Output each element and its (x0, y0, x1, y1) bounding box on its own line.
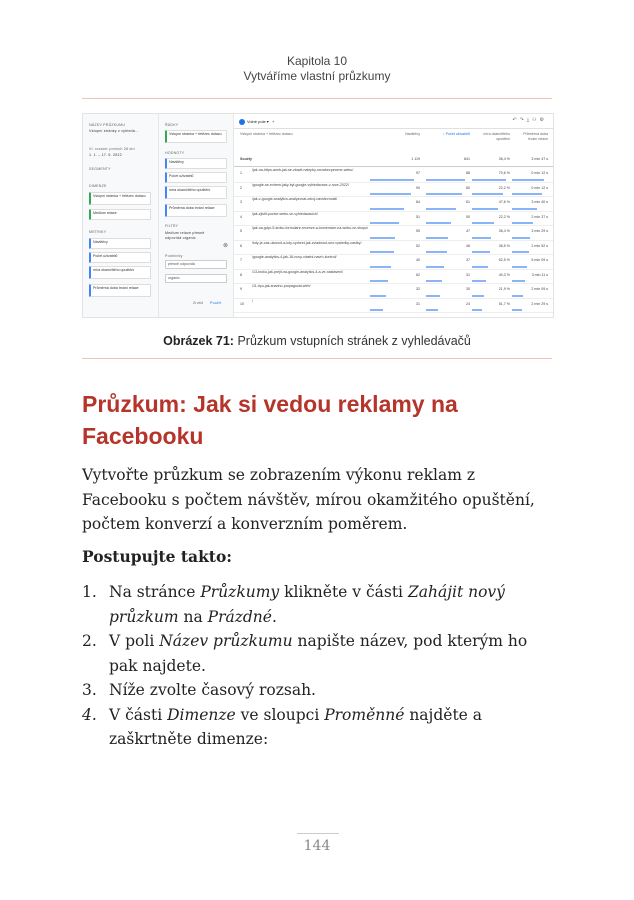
step-emphasis: Dimenze (167, 705, 236, 724)
row-duration: 3 min 29 s (531, 229, 548, 233)
row-duration: 2 min 09 s (531, 287, 548, 291)
segments-label: SEGMENTY (89, 167, 111, 171)
heatmap-bar (426, 309, 438, 311)
totals-bounce: 36,4 % (498, 157, 510, 161)
row-duration: 0 min 12 s (531, 185, 548, 190)
heatmap-bar (370, 295, 386, 297)
row-page: /jak-v-google-analytics-analyzovat-zdroj-navstevnosti/ (252, 197, 338, 201)
row-visits: 62 (416, 272, 420, 277)
row-bounce: 47,6 % (498, 200, 510, 204)
heatmap-bar (370, 179, 414, 181)
step-text: klikněte v části (279, 583, 408, 601)
heatmap-bar (512, 309, 522, 311)
row-users: 88 (466, 171, 470, 175)
step-text: V části (109, 705, 168, 724)
step-text: Níže zvolte časový rozsah. (109, 681, 316, 699)
totals-users: 841 (464, 157, 470, 161)
tab-freeform[interactable]: Volné pole ▾ + (239, 117, 274, 126)
heatmap-bar (426, 251, 447, 253)
row-visits: 97 (416, 171, 420, 175)
row-users: 50 (466, 214, 470, 219)
heatmap-bar (472, 295, 484, 297)
row-visits: 90 (416, 185, 420, 190)
step-text: . (271, 607, 277, 626)
row-page: /jak-na-https-aneb-jak-se-zbavit-nalepky-nezabezpecene-webu/ (252, 168, 354, 172)
heatmap-bar (370, 208, 404, 210)
row-bounce: 22,2 % (498, 185, 510, 190)
row-users: 61 (466, 200, 470, 204)
heatmap-bar (472, 280, 486, 282)
table-row[interactable] (234, 298, 553, 314)
row-duration: 5 min 09 s (531, 258, 548, 262)
value-chip[interactable]: Počet uživatelů (165, 172, 227, 183)
row-duration: 3 min 11 s (531, 272, 548, 277)
row-visits: 32 (416, 287, 420, 291)
step-text: ve sloupci (235, 705, 325, 724)
row-bounce: 36,4 % (498, 229, 510, 233)
row-bounce: 38,5 % (498, 243, 510, 248)
row-page: /google-se-extrem-jaky-byl-google-vyhledavace-v-roce-2022/ (252, 182, 349, 187)
condition-label: Podmínky (165, 254, 183, 258)
step-text: V poli (109, 632, 160, 650)
heatmap-bar (512, 237, 530, 239)
table-row[interactable] (234, 225, 553, 241)
row-bounce: 70,6 % (498, 171, 510, 175)
row-page: /google-analytics-4-jak-18-novy-vlastni-navrh-kontrol/ (252, 255, 337, 259)
filter-title: Medium relace přesně odpovídá organic (165, 231, 205, 240)
heatmap-bar (472, 309, 482, 311)
caption-text: Průzkum vstupních stránek z vyhledávačů (233, 334, 471, 348)
row-page: /jak-na-gdpr-5-kroku-formulare-recenze-a-komentare-na-webu-ve-shopu/ (252, 226, 369, 230)
heatmap-bar (426, 193, 462, 195)
row-number: 9 (240, 287, 242, 291)
step-text: napište název, pod kterým ho pak najdete. (109, 632, 528, 675)
dimension-chip[interactable]: Vstupní stránka + řetězec dotazu (89, 192, 151, 205)
table-row[interactable] (234, 196, 553, 212)
table-row[interactable] (234, 283, 553, 299)
tab-bar (234, 114, 553, 129)
heatmap-bar (512, 295, 523, 297)
tab-label: Volné pole (247, 119, 266, 124)
row-duration: 2 min 52 s (531, 243, 548, 248)
date-range-value: 1. 1. – 17. 6. 2022 (89, 153, 122, 157)
heatmap-bar (512, 251, 529, 253)
step-item (82, 580, 557, 629)
values-label: HODNOTY (165, 151, 185, 155)
step-text: na (178, 607, 208, 626)
row-number: 8 (240, 272, 242, 277)
filter-value-input[interactable]: organic (165, 274, 227, 283)
heatmap-bar (426, 237, 448, 239)
column-header: Vstupní stránka + řetězec dotazu (240, 132, 293, 136)
running-header (0, 54, 634, 84)
table-row[interactable] (234, 211, 553, 227)
totals-visits: 1 119 (411, 157, 420, 161)
heatmap-bar (512, 222, 533, 224)
heatmap-bar (472, 179, 506, 181)
heatmap-bar (472, 208, 498, 210)
chapter-number: Kapitola 10 (286, 54, 348, 68)
step-emphasis: Proměnné (324, 705, 405, 724)
exploration-name-value: Vstupní stránky z vyhledá... (89, 129, 139, 133)
dimensions-label: DIMENZE (89, 184, 107, 188)
column-header: míra okamžitého opuštění (483, 132, 510, 141)
step-number: 1. (82, 583, 97, 601)
table-row[interactable] (234, 182, 553, 198)
exploration-name-label: NÁZEV PRŮZKUMU (89, 123, 126, 127)
heatmap-bar (370, 309, 383, 311)
step-item (82, 629, 557, 678)
chapter-title: Vytváříme vlastní průzkumy (243, 69, 391, 83)
step-emphasis: Zahájit nový průzkum (109, 583, 505, 626)
metric-chip[interactable]: míra okamžitého opuštění (89, 266, 151, 279)
figure-caption (0, 334, 634, 348)
figure-screenshot (82, 113, 554, 318)
row-page: /13-kroku-jak-prejit-na-google-analytics-4-a-ve-nastaveni/ (252, 269, 344, 274)
heatmap-bar (426, 179, 465, 181)
table-row[interactable] (234, 254, 553, 270)
step-emphasis: Název průzkumu (159, 632, 293, 650)
heatmap-bar (370, 193, 411, 195)
steps-title: Postupujte takto: (82, 547, 233, 566)
heatmap-bar (426, 208, 456, 210)
step-item (82, 678, 557, 703)
heatmap-bar (426, 222, 451, 224)
heatmap-bar (426, 280, 442, 282)
row-visits: 84 (416, 200, 420, 204)
heatmap-bar (512, 266, 527, 268)
heatmap-bar (512, 280, 525, 282)
row-visits: 51 (416, 214, 420, 219)
table-row[interactable] (234, 269, 553, 285)
metric-chip[interactable]: Návštěvy (89, 238, 151, 249)
row-page: /11-tipu-jak-snadno-propagovat-web/ (252, 284, 311, 288)
heatmap-bar (472, 251, 490, 253)
step-number: 3. (82, 681, 97, 699)
step-text: Na stránce (109, 583, 201, 601)
totals-duration: 3 min 47 s (531, 157, 548, 161)
row-users: 46 (466, 243, 470, 248)
filters-label: FILTRY (165, 224, 179, 228)
heatmap-bar (512, 193, 542, 195)
heatmap-bar (472, 222, 494, 224)
rows-chip[interactable]: Vstupní stránka + řetězec dotazu (165, 130, 227, 143)
row-bounce: 21,9 % (498, 287, 510, 291)
row-page: /kdy-je-cas-ukoncit-a-kdy-vydrzet-jak-zvladnout-seo-vysledky-castky/ (252, 240, 362, 245)
row-number: 7 (240, 258, 242, 262)
heatmap-bar (370, 266, 391, 268)
toolbar-icons[interactable]: ↶↷⤓⚇⚙ (512, 117, 547, 123)
heatmap-bar (472, 237, 491, 239)
row-users: 47 (466, 229, 470, 233)
metrics-label: METRIKY (89, 230, 107, 234)
step-text: najděte a zaškrtněte dimenze: (109, 705, 483, 748)
row-users: 37 (466, 258, 470, 262)
row-bounce: 51,7 % (498, 301, 510, 306)
step-emphasis: Průzkumy (200, 583, 280, 601)
metric-chip[interactable]: Počet uživatelů (89, 252, 151, 263)
page-number-rule (297, 833, 339, 834)
column-header: Průměrná doba trvání relace (523, 132, 548, 141)
table-row[interactable] (234, 167, 553, 183)
column-header: ↓ Počet uživatelů (442, 132, 470, 136)
steps-list (82, 580, 557, 752)
step-number: 4. (82, 705, 97, 724)
heatmap-bar (426, 266, 444, 268)
row-bounce: 62,5 % (498, 258, 510, 262)
heatmap-bar (472, 193, 503, 195)
value-chip[interactable]: Průměrná doba trvání relace (165, 204, 227, 217)
condition-select[interactable]: přesně odpovídá (165, 260, 227, 269)
row-bounce: 22,2 % (498, 214, 510, 219)
table-row[interactable] (234, 240, 553, 256)
heatmap-bar (370, 237, 395, 239)
heatmap-bar (370, 251, 394, 253)
totals-label: Součty (240, 157, 252, 161)
close-icon[interactable]: ⊗ (223, 243, 229, 249)
freeform-table (234, 114, 553, 317)
column-header: Návštěvy (405, 132, 420, 136)
date-range-label: Vl. rozsah: prvních 28 dní (89, 147, 135, 151)
totals-row (234, 152, 553, 167)
row-users: 24 (466, 301, 470, 306)
row-visits: 40 (416, 258, 420, 262)
intro-paragraph: Vytvořte průzkum se zobrazením výkonu reklam z Facebooku s počtem návštěv, mírou okamžitého opuštění, počtem konverzí a konverzním poměrem. (82, 466, 535, 533)
heatmap-bar (370, 280, 388, 282)
heatmap-bar (426, 295, 440, 297)
rows-label: ŘÁDKY (165, 123, 179, 127)
row-number: 2 (240, 185, 242, 190)
row-number: 5 (240, 229, 242, 233)
row-number: 4 (240, 214, 242, 219)
chart-icon (239, 119, 245, 125)
dimension-chip[interactable]: Médium relace (89, 209, 151, 220)
row-users: 80 (466, 185, 470, 190)
metric-chip[interactable]: Průměrná doba trvání relace (89, 284, 151, 297)
step-item (82, 703, 557, 752)
header-rule (82, 98, 552, 99)
heatmap-bar (512, 179, 544, 181)
settings-panel (159, 114, 234, 317)
row-visits: 55 (416, 229, 420, 233)
row-duration: 0 min 12 s (531, 171, 548, 175)
row-users: 30 (466, 287, 470, 291)
row-duration: 2 min 37 s (531, 214, 548, 219)
row-number: 10 (240, 301, 244, 306)
page-number: 144 (303, 838, 331, 854)
heatmap-bar (370, 222, 399, 224)
section-heading: Průzkum: Jak si vedou reklamy na Facebooku (82, 391, 458, 449)
row-duration: 2 min 29 s (531, 301, 548, 306)
step-number: 2. (82, 632, 97, 650)
heatmap-bar (472, 266, 488, 268)
row-visits: 52 (416, 243, 420, 248)
row-number: 1 (240, 171, 242, 175)
value-chip[interactable]: míra okamžitého opuštění (165, 186, 227, 199)
row-page: /jak-zjistit-pozice-webu-ve-vyhledavacich/ (252, 211, 318, 216)
row-number: 3 (240, 200, 242, 204)
cancel-button[interactable]: Zrušit (193, 301, 204, 305)
heatmap-bar (512, 208, 537, 210)
value-chip[interactable]: Návštěvy (165, 158, 227, 169)
caption-rule (82, 358, 552, 359)
row-bounce: 40,3 % (498, 272, 510, 277)
row-visits: 31 (416, 301, 420, 306)
variables-panel (83, 114, 159, 317)
row-users: 31 (466, 272, 470, 277)
apply-button[interactable]: Použít (210, 301, 222, 305)
step-emphasis: Prázdné (207, 607, 272, 626)
row-duration: 3 min 40 s (531, 200, 548, 204)
caption-label: Obrázek 71: (163, 334, 234, 348)
row-page: / (252, 298, 253, 303)
row-number: 6 (240, 243, 242, 248)
